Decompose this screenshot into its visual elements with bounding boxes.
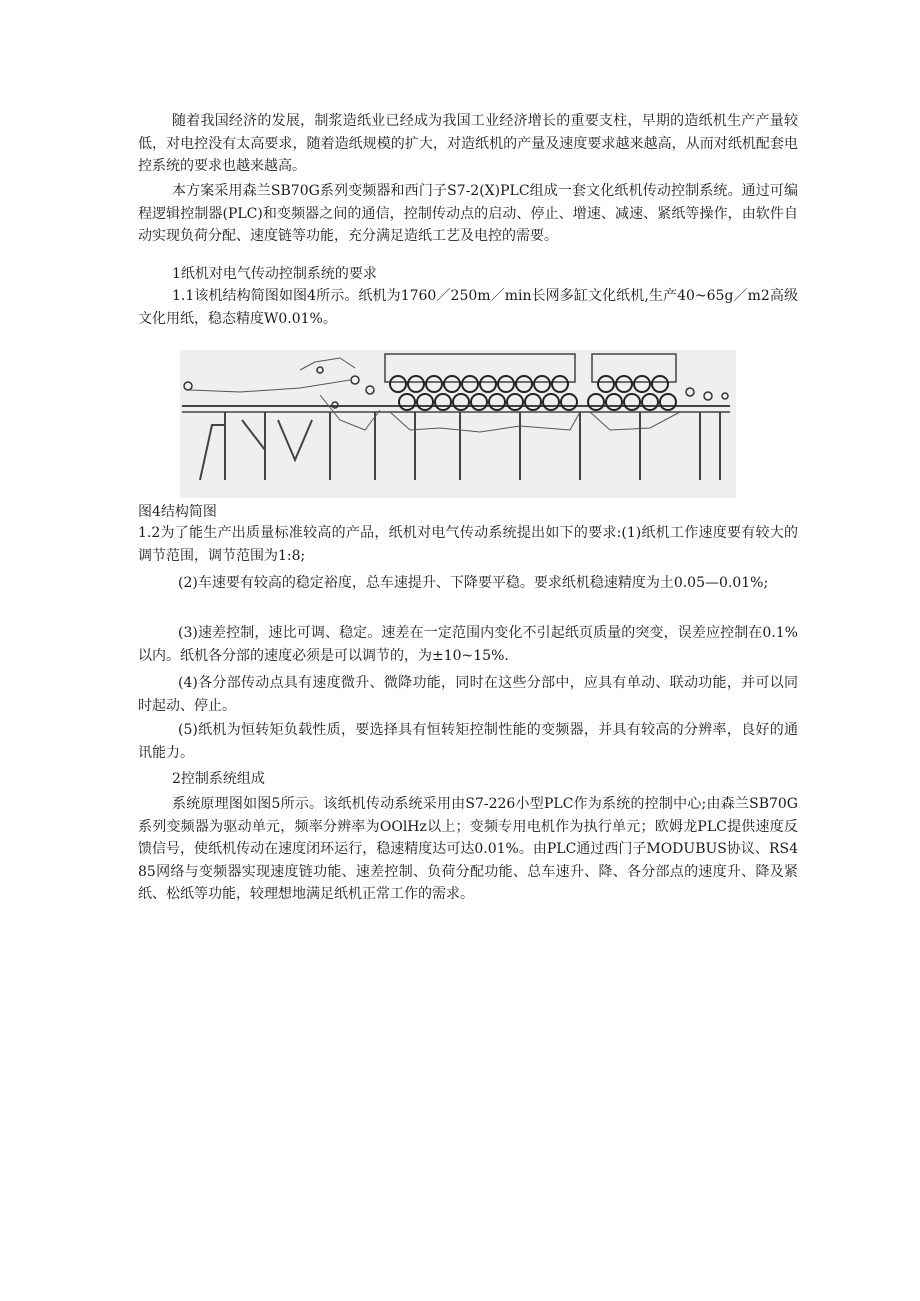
requirement-2: (2)车速要有较高的稳定裕度，总车速提升、下降要平稳。要求纸机稳速精度为土0.05—0.01%; <box>178 575 769 591</box>
paper-machine-sketch <box>180 350 736 498</box>
section-1-1-paragraph: 1.1该机结构简图如图4所示。纸机为1760／250m／min长网多缸文化纸机,生产40~65g／m2高级文化用纸，稳态精度W0.01%。 <box>138 288 798 327</box>
requirement-5: (5)纸机为恒转矩负载性质，要选择具有恒转矩控制性能的变频器，并具有较高的分辨率，良好的通讯能力。 <box>138 722 798 761</box>
figure-caption: 图4结构简图 <box>138 504 217 520</box>
section-1-heading: 1纸机对电气传动控制系统的要求 <box>172 266 377 282</box>
system-paragraph: 系统原理图如图5所示。该纸机传动系统采用由S7-226小型PLC作为系统的控制中心;由森兰SB70G系列变频器为驱动单元，频率分辨率为OOlHz以上；变频专用电机作为执行单元；欧姆龙PLC提供速度反馈信号，使纸机传动在速度闭环运行，稳速精度达可达0.01%。由PLC通过西门子MODUBUS协议、RS485网络与变频器实现速度链功能、速差控制、负荷分配功能、总车速升、降、各分部点的速度升、降及紧纸、松纸等功能，较理想地满足纸机正常工作的需求。 <box>138 796 798 902</box>
intro-paragraph: 随着我国经济的发展，制浆造纸业已经成为我国工业经济增长的重要支柱，早期的造纸机生产产量较低，对电控没有太高要求，随着造纸规模的扩大，对造纸机的产量及速度要求越来越高，从而对纸机配套电控系统的要求也越来越高。 <box>138 113 798 174</box>
requirement-4: (4)各分部传动点具有速度微升、微降功能，同时在这些分部中，应具有单动、联动功能，并可以同时起动、停止。 <box>138 675 798 714</box>
section-1-2-paragraph: 1.2为了能生产出质量标准较高的产品，纸机对电气传动系统提出如下的要求:(1)纸机工作速度要有较大的调节范围，调节范围为1:8; <box>138 525 798 564</box>
scheme-paragraph: 本方案采用森兰SB70G系列变频器和西门子S7-2(X)PLC组成一套文化纸机传动控制系统。通过可编程逻辑控制器(PLC)和变频器之间的通信，控制传动点的启动、停止、增速、减速、紧纸等操作，由软件自动实现负荷分配、速度链等功能，充分满足造纸工艺及电控的需要。 <box>138 183 798 244</box>
paper-machine-diagram <box>180 350 736 498</box>
section-2-heading: 2控制系统组成 <box>172 771 265 787</box>
requirement-3: (3)速差控制，速比可调、稳定。速差在一定范围内变化不引起纸页质量的突变，误差应控制在0.1%以内。纸机各分部的速度必须是可以调节的，为±10~15%. <box>138 625 798 664</box>
